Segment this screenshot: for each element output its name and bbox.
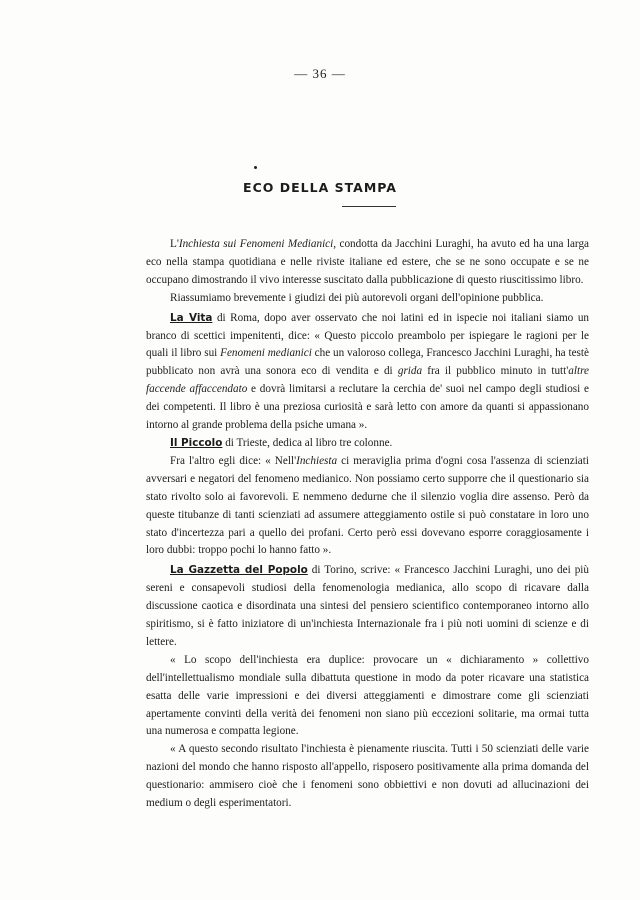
section-title: ECO DELLA STAMPA (243, 180, 397, 195)
text-run: di Torino, scrive: « Francesco Jacchini Luraghi, uno dei più sereni e consapevoli studiosi della fenomenologia medianica, allo scopo di ricavare dalla discussione caotica e disordinata una sintesi del pensiero scientifico contemporaneo intorno allo spiritismo, si è fatto iniziatore di un'inchiesta Internazionale fra i più noti uomini di scienze e di lettere. (146, 564, 589, 648)
review-gazzetta (146, 562, 589, 652)
italic-word: Inchiesta (296, 454, 338, 467)
text-run: di Roma, dopo aver osservato che noi latini ed in ispecie noi italiani siamo un branco di scettici impenitenti, dice: « Questo piccolo preambolo per ispiegare le ragioni per le quali il libro sui (146, 311, 590, 360)
ink-speck (254, 166, 257, 169)
text-run: fra il pubblico minuto in tutt' (422, 365, 569, 378)
text-run: che un valoroso collega, Francesco Jacchini Luraghi, ha testè pubblicato non avrà una sonora eco di vendita e di (146, 347, 589, 378)
italic-phrase: altre faccende affaccendato (146, 365, 589, 396)
publication-name: Il Piccolo (170, 436, 223, 449)
text-run: , condotta da Jacchini Luraghi, ha avuto ed ha una larga eco nella stampa quotidiana e nelle riviste italiane ed estere, che se ne sono occupate e se ne occupano dimostrando il vivo interesse suscitato dalla pubblicazione di questo riuscitissimo libro. (146, 238, 589, 286)
piccolo-quote (146, 453, 589, 560)
book-title: Inchiesta sui Fenomeni Medianici (178, 238, 334, 250)
text-run: di Trieste, dedica al libro tre colonne. (222, 436, 393, 449)
review-vita (146, 310, 589, 435)
text-run: L' (170, 238, 179, 250)
gazzetta-paragraph-2: « Lo scopo dell'inchiesta era duplice: provocare un « dichiaramento » collettivo dell'intellettualismo mondiale sulla dibattuta questione in modo da poter ricavare una statistica esatta delle varie impressioni e dei diversi atteggiamenti e dimostrare come gli scienziati apertamente convinti della verità dei fenomeni non siano più eccezioni solitarie, ma ormai tutta una numerosa e compatta legione. (146, 653, 589, 738)
italic-word: grida (397, 365, 423, 378)
intro-paragraph (146, 236, 589, 290)
publication-name: La Vita (170, 311, 213, 324)
review-piccolo (146, 435, 589, 453)
page-number: — 36 — (294, 66, 346, 81)
book-title: Fenomeni medianici (220, 347, 312, 360)
title-rule (342, 206, 396, 207)
publication-name: La Gazzetta del Popolo (170, 564, 308, 577)
article-body (146, 236, 589, 813)
text-run: e dovrà limitarsi a reclutare la cerchia de' suoi nel campo degli studiosi e dei competenti. Il libro è una preziosa curiosità e sarà letto con amore da quanti si appassionano intorno al grande problema della psiche umana ». (146, 383, 589, 432)
text-run: Fra l'altro egli dice: « Nell' (170, 454, 297, 467)
gazzetta-paragraph-3: « A questo secondo risultato l'inchiesta è pienamente riuscita. Tutti i 50 scienziati delle varie nazioni del mondo che hanno risposto all'appello, risposero positivamente alla prima domanda del questionario: ammisero cioè che i fenomeni sono obbiettivi e non dovuti ad allucinazioni dei medium o degli esperimentatori. (146, 743, 589, 810)
intro-paragraph-2: Riassumiamo brevemente i giudizi dei più autorevoli organi dell'opinione pubblica. (170, 291, 544, 304)
text-run: ci meraviglia prima d'ogni cosa l'assenza di scienziati avversari e negatori del fenomeno medianico. Non possiamo certo supporre che il questionario sia stato rivolto solo ai favorevoli. E nemmeno dedurne che il silenzio voglia dire assenso. Però da queste titubanze di tanti scienziati ad assumere atteggiamento ostile si può constatare in loro uno stato d'incertezza pari a quello dei profani. Certo però essi dovevano esporre coraggiosamente i loro dubbi: troppo pochi lo hanno fatto ». (146, 454, 589, 557)
